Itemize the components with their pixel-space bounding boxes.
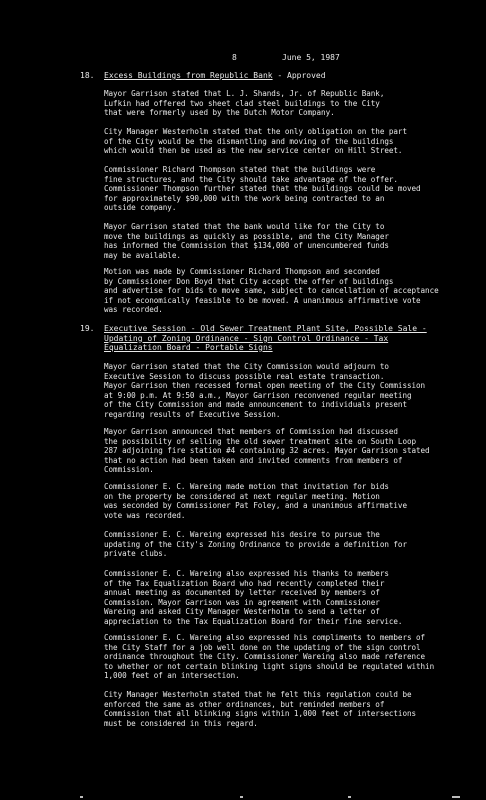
- item-19-title-line-3: [104, 343, 440, 353]
- item-18-paragraph-5: Motion was made by Commissioner Richard Thompson and seconded by Commissioner Don Boyd that City accept the offer of buildings and advertise for bids to move same, subject to cancellation of acceptance if not economically feasible to be moved. A unanimous affirmative vote was recorded.: [104, 267, 439, 314]
- item-18-paragraph-3: Commissioner Richard Thompson stated that the buildings were fine structures, and the City should take advantage of the offer. Commissioner Thompson further stated that the buildings could be moved for approximately $90,000 with the work being contracted to an outside company.: [104, 165, 421, 212]
- item-19-paragraph-3: Commissioner E. C. Wareing made motion that invitation for bids on the property be considered at next regular meeting. Motion was seconded by Commissioner Pat Foley, and a unanimous affirmative vote was recorded.: [104, 482, 407, 520]
- item-18-paragraph-2: City Manager Westerholm stated that the only obligation on the part of the City would be the dismantling and moving of the buildings which would then be used as the new service center on Hill Street.: [104, 127, 407, 155]
- item-18-title-underlined: Excess Buildings from Republic Bank: [104, 71, 273, 80]
- item-18-title: [104, 71, 440, 81]
- scan-mark: [348, 796, 351, 798]
- scan-mark: [240, 796, 243, 798]
- item-19-title-text-1: Executive Session - Old Sewer Treatment Plant Site, Possible Sale -: [104, 324, 427, 333]
- scan-mark: [80, 796, 83, 798]
- item-19-title-line-1: [104, 324, 440, 334]
- item-18-number: 18.: [80, 71, 95, 80]
- page-header: [0, 52, 486, 64]
- scan-mark: [452, 796, 460, 798]
- item-19-paragraph-1: Mayor Garrison stated that the City Commission would adjourn to Executive Session to discuss possible real estate transaction. Mayor Garrison then recessed formal open meeting of the City Commission at 9:00 p.m. At 9:50 a.m., Mayor Garrison reconvened regular meeting of the City Commission and made announcement to individuals present regarding results of Executive Session.: [104, 362, 426, 419]
- item-18-paragraph-1: Mayor Garrison stated that L. J. Shands, Jr. of Republic Bank, Lufkin had offered two sheet clad steel buildings to the City that were formerly used by the Dutch Motor Company.: [104, 89, 385, 117]
- item-19-paragraph-2: Mayor Garrison announced that members of Commission had discussed the possibility of selling the old sewer treatment site on South Loop 287 adjoining fire station #4 containing 32 acres. Mayor Garrison stated that no action had been taken and invited comments from members of Commission.: [104, 427, 430, 474]
- item-19-paragraph-4: Commissioner E. C. Wareing expressed his desire to pursue the updating of the City's Zoning Ordinance to provide a definition for private clubs.: [104, 530, 407, 558]
- item-19-paragraph-6: Commissioner E. C. Wareing also expressed his compliments to members of the City Staff for a job well done on the updating of the sign control ordinance throughout the City. Commissioner Wareing also made reference to whether or not certain blinking light signs should be regulated within 1,000 feet of an intersection.: [104, 633, 435, 680]
- item-18-paragraph-4: Mayor Garrison stated that the bank would like for the City to move the buildings as quickly as possible, and the City Manager has informed the Commission that $134,000 of unencumbered funds may be available.: [104, 222, 389, 260]
- item-18-title-rest: - Approved: [272, 71, 326, 80]
- item-19-title-text-3: Equalization Board - Portable Signs: [104, 343, 273, 352]
- meeting-date: June 5, 1987: [282, 53, 340, 62]
- item-19-title-line-2: [104, 334, 440, 344]
- item-19-title-text-2: Updating of Zoning Ordinance - Sign Control Ordinance - Tax: [104, 333, 389, 343]
- item-19-paragraph-5: Commissioner E. C. Wareing also expressed his thanks to members of the Tax Equalization Board who had recently completed their annual meeting as documented by letter received by members of Commission. Mayor Garrison was in agreement with Commissioner Wareing and asked City Manager Westerholm to send a letter of appreciation to the Tax Equalization Board for their fine service.: [104, 569, 403, 626]
- item-19-paragraph-7: City Manager Westerholm stated that he felt this regulation could be enforced the same as other ordinances, but reminded members of Commission that all blinking signs within 1,000 feet of intersections must be considered in this regard.: [104, 690, 417, 728]
- page-number: 8: [232, 53, 237, 62]
- item-19-number: 19.: [80, 324, 95, 333]
